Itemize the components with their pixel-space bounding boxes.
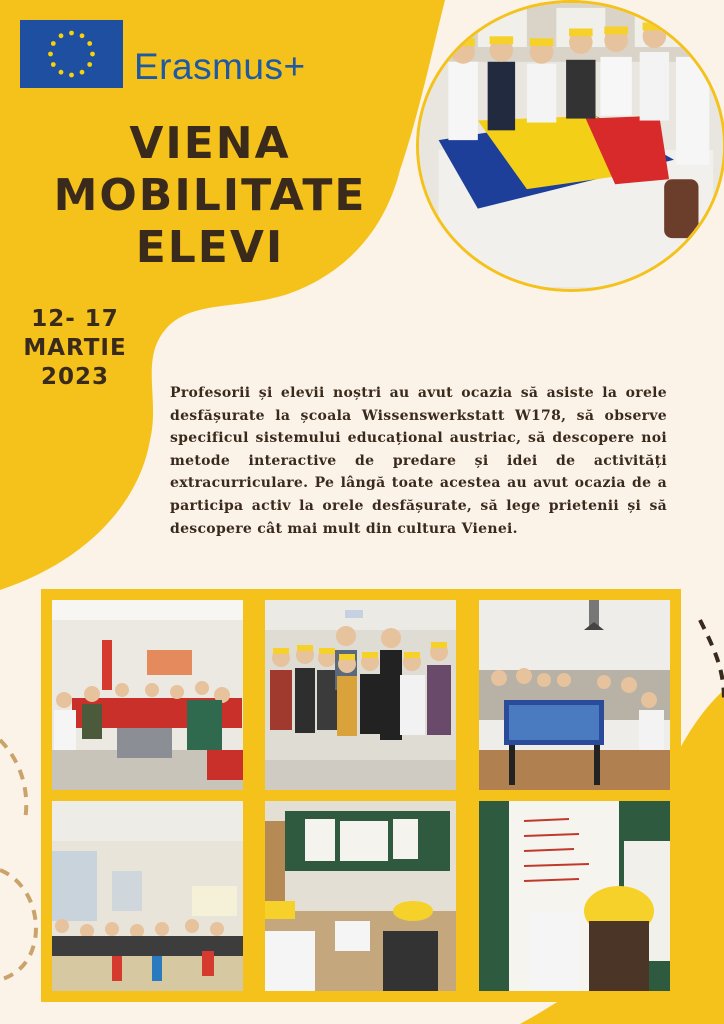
date-line-3: 2023	[40, 364, 109, 390]
photo-grid	[41, 589, 681, 1002]
date-line-1: 12- 17	[31, 306, 119, 332]
photo-girl-writing	[479, 801, 670, 991]
photo-lounge-red-sofa	[52, 600, 243, 790]
page-title	[20, 118, 400, 274]
erasmus-logo-text: Erasmus+	[134, 46, 306, 87]
title-line-1: VIENA	[129, 118, 291, 169]
photo-classroom-projector	[52, 801, 243, 991]
eu-flag-icon	[20, 20, 123, 88]
date-line-2: MARTIE	[23, 335, 127, 361]
description-paragraph: Profesorii și elevii noștri au avut ocazia să asiste la orele desfășurate la școala Wissenswerkstatt W178, să observe specificul sistemului educațional austriac, să descopere noi metode interactive de predare și idei de activități extracurriculare. Pe lângă toate acestea au avut ocazia de a participa activ la orele desfășurate, să lege prietenii și să descopere cât mai mult din cultura Vienei.	[170, 385, 667, 537]
event-date	[6, 305, 144, 392]
photo-foosball-table	[479, 600, 670, 790]
photo-group-standing	[265, 600, 456, 790]
circle-photo-students-flag	[416, 0, 724, 292]
title-line-3: ELEVI	[135, 222, 285, 273]
title-line-2: MOBILITATE	[53, 170, 367, 221]
photo-classroom-chalkboard	[265, 801, 456, 991]
